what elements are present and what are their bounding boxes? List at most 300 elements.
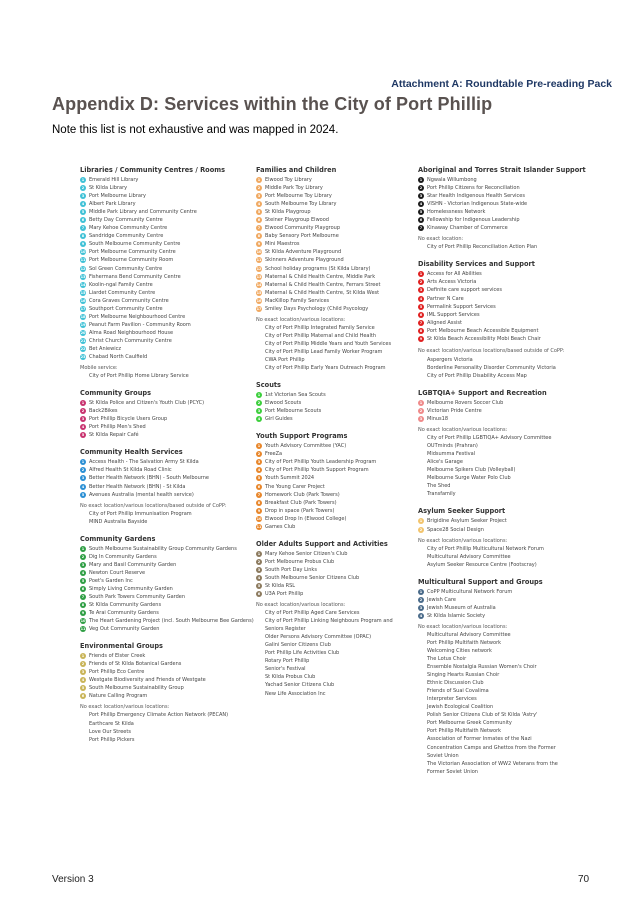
section-title: Community Groups	[80, 389, 152, 398]
list-item	[80, 561, 250, 569]
sub-list-item: Borderline Personality Disorder Community Victoria	[427, 364, 556, 371]
list-item-label: Port Phillip Men's Shed	[89, 424, 146, 431]
list-item-label: Homework Club (Park Towers)	[265, 491, 340, 498]
list-item-label: Port Melbourne Probus Club	[265, 558, 335, 565]
list-item-label: Friends of St Kilda Botanical Gardens	[89, 661, 182, 668]
numbered-marker-icon: 9	[257, 242, 261, 247]
numbered-marker-icon: 2	[419, 597, 423, 602]
list-item	[256, 224, 416, 232]
list-item	[418, 415, 596, 423]
list-item-label: Southport Community Centre	[89, 305, 163, 312]
list-item	[256, 184, 416, 192]
list-item	[418, 604, 596, 612]
list-item	[256, 200, 416, 208]
list-item-label: Arts Access Victoria	[427, 279, 477, 286]
list-item	[80, 660, 250, 668]
list-item	[256, 523, 416, 531]
list-item-label: Partner N Care	[427, 295, 464, 302]
sub-list-label: No exact location/various locations/based outside of CoPP:	[418, 347, 565, 354]
numbered-marker-icon: 6	[419, 218, 423, 223]
section-title: Disability Services and Support	[418, 260, 535, 269]
list-item-label: Maternal & Child Health Centre, Ferrars Street	[265, 281, 381, 288]
list-item-label: Peanut Farm Pavilion - Community Room	[89, 321, 191, 328]
numbered-marker-icon: 2	[81, 662, 85, 667]
list-item	[80, 676, 250, 684]
list-item	[418, 517, 596, 525]
sub-list-item: Multicultural Advisory Committee	[427, 553, 511, 560]
list-item-label: St Kilda Adventure Playground	[265, 249, 342, 256]
list-item-label: Friends of Elster Creek	[89, 653, 146, 660]
list-item	[80, 491, 250, 499]
list-item	[256, 415, 416, 423]
sub-list-item: City of Port Phillip Linking Neighbours Program and	[265, 618, 393, 625]
list-item	[80, 240, 250, 248]
numbered-marker-icon: 16	[80, 298, 86, 303]
numbered-marker-icon: 6	[257, 218, 261, 223]
list-item-label: Mary and Basil Community Garden	[89, 561, 177, 568]
numbered-marker-icon: 16	[256, 298, 262, 303]
list-item	[80, 415, 250, 423]
numbered-marker-icon: 1	[257, 551, 261, 556]
service-section	[80, 534, 254, 634]
list-item	[256, 391, 416, 399]
sub-list-item: Friends of Suai Covalima	[427, 688, 489, 695]
list-item-label: VISHN - Victorian Indigenous State-wide	[427, 201, 528, 208]
list-item-label: Kinaway Chamber of Commerce	[427, 225, 508, 232]
numbered-marker-icon: 7	[257, 226, 261, 231]
numbered-marker-icon: 5	[257, 583, 261, 588]
list-item-label: Elwood Community Playgroup	[265, 225, 340, 232]
numbered-marker-icon: 2	[419, 409, 423, 413]
numbered-marker-icon: 17	[80, 306, 86, 311]
list-item	[418, 311, 596, 319]
list-item	[256, 590, 416, 598]
numbered-marker-icon: 13	[256, 274, 262, 279]
sub-list-item: Love Our Streets	[89, 728, 131, 735]
list-item	[256, 305, 416, 313]
service-section	[80, 448, 250, 525]
sub-list-item: Alice's Garage	[427, 459, 463, 466]
list-item	[256, 474, 416, 482]
list-item	[256, 550, 416, 558]
sub-list-label: No exact location/various locations:	[80, 704, 170, 711]
sub-list-item: Port Phillip Multifaith Network	[427, 639, 502, 646]
list-item	[256, 442, 416, 450]
list-item	[256, 208, 416, 216]
numbered-marker-icon: 22	[80, 347, 86, 351]
list-item	[418, 526, 596, 534]
list-item	[80, 176, 250, 184]
numbered-marker-icon: 2	[419, 186, 423, 191]
section-title: Scouts	[256, 381, 281, 390]
numbered-marker-icon: 12	[256, 266, 262, 271]
list-item	[256, 483, 416, 491]
list-item	[80, 216, 250, 224]
sub-list-item: Midsumma Festival	[427, 451, 476, 458]
numbered-marker-icon: 8	[81, 234, 85, 239]
list-item	[418, 192, 596, 200]
numbered-marker-icon: 3	[419, 194, 423, 199]
list-item-label: FreeZa	[265, 451, 283, 458]
list-item	[80, 289, 250, 297]
sub-list-item: Ethnic Discussion Club	[427, 680, 484, 687]
list-item-label: Middle Park Library and Community Centre	[89, 209, 197, 216]
list-item-label: Youth Advisory Committee (YAC)	[265, 443, 347, 450]
numbered-marker-icon: 4	[81, 425, 85, 430]
list-item-label: MacKillop Family Services	[265, 297, 330, 304]
list-item	[256, 192, 416, 200]
sub-list-item: Interpreter Services	[427, 696, 477, 703]
list-item	[256, 281, 416, 289]
service-section	[80, 166, 250, 380]
numbered-marker-icon: 1	[81, 654, 85, 659]
numbered-marker-icon: 1	[419, 589, 423, 594]
list-item	[256, 499, 416, 507]
sub-list-item: Welcoming Cities network	[427, 647, 492, 654]
numbered-marker-icon: 3	[257, 567, 261, 572]
list-item	[80, 407, 250, 415]
list-item-label: Breakfast Club (Park Towers)	[265, 499, 337, 506]
sub-list-item: Association of Former Inmates of the Nazi	[427, 736, 532, 743]
list-item	[80, 313, 250, 321]
list-item	[256, 232, 416, 240]
sub-list-item: City of Port Phillip Aged Care Services	[265, 610, 360, 617]
numbered-marker-icon: 3	[257, 194, 261, 199]
list-item-label: Definite care support services	[427, 287, 502, 294]
list-item-label: Elwood Drop In (Elwood College)	[265, 515, 347, 522]
list-item	[418, 319, 596, 327]
list-item	[256, 176, 416, 184]
numbered-marker-icon: 4	[81, 484, 85, 489]
sub-list-item: Ensemble Nostalgia Russian Women's Choir	[427, 664, 537, 671]
list-item	[256, 466, 416, 474]
numbered-marker-icon: 10	[80, 619, 86, 624]
list-item	[80, 423, 250, 431]
list-item-label: Maternal & Child Health Centre, St Kilda West	[265, 289, 380, 296]
list-item-label: Betty Day Community Centre	[89, 217, 163, 224]
service-section	[256, 540, 416, 698]
list-item	[256, 574, 416, 582]
section-title: Asylum Seeker Support	[418, 507, 506, 516]
sub-list-item: Yachad Senior Citizens Club	[265, 682, 335, 689]
section-title: Youth Support Programs	[256, 432, 348, 441]
service-section	[418, 166, 596, 251]
sub-list-label: Mobile service:	[80, 365, 118, 372]
list-item	[418, 612, 596, 620]
list-item	[80, 281, 250, 289]
list-item	[80, 692, 250, 700]
list-item-label: Brigidine Asylum Seeker Project	[427, 518, 507, 525]
list-item	[256, 558, 416, 566]
list-item-label: Port Melbourne Scouts	[265, 408, 322, 415]
numbered-marker-icon: 1	[257, 444, 261, 449]
numbered-marker-icon: 11	[256, 524, 262, 529]
sub-list-item: City of Port Phillip Home Library Service	[89, 373, 189, 380]
sub-list-item: Port Melbourne Greek Community	[427, 720, 512, 727]
list-item-label: Space28 Social Design	[427, 526, 484, 533]
list-item	[80, 192, 250, 200]
list-item-label: Mini Maestros	[265, 241, 300, 248]
section-title: Environmental Groups	[80, 642, 163, 651]
list-item	[80, 329, 250, 337]
numbered-marker-icon: 2	[419, 527, 423, 532]
list-item-label: CoPP Multicultural Network Forum	[427, 588, 513, 595]
sub-list-label: No exact location/various locations:	[256, 316, 346, 323]
numbered-marker-icon: 2	[81, 468, 85, 473]
numbered-marker-icon: 3	[419, 417, 423, 422]
list-item-label: Baby Sensory Port Melbourne	[265, 233, 339, 240]
list-item	[418, 596, 596, 604]
sub-list-item: Aspergers Victoria	[427, 356, 473, 363]
numbered-marker-icon: 4	[419, 613, 423, 618]
numbered-marker-icon: 2	[257, 401, 261, 406]
numbered-marker-icon: 8	[257, 500, 261, 505]
list-item	[418, 270, 596, 278]
service-section	[80, 389, 250, 439]
list-item-label: Sol Green Community Centre	[89, 265, 163, 272]
attachment-header: Attachment A: Roundtable Pre-reading Pack	[391, 78, 612, 90]
list-item	[80, 569, 250, 577]
sub-list-label: No exact location/various locations:	[256, 602, 346, 609]
numbered-marker-icon: 17	[256, 306, 262, 311]
sub-list-label: No exact location/various locations/based outside of CoPP:	[80, 502, 227, 509]
sub-list-item: Melbourne Spikers Club (Volleyball)	[427, 467, 516, 474]
list-item	[256, 566, 416, 574]
list-item	[80, 545, 250, 553]
sub-list-item: Seniors Register	[265, 626, 306, 633]
service-section	[418, 260, 596, 380]
list-item-label: Steiner Playgroup Elwood	[265, 217, 329, 224]
list-item	[256, 289, 416, 297]
list-item-label: Christ Church Community Centre	[89, 337, 172, 344]
list-item	[80, 256, 250, 264]
list-item-label: Port Melbourne Community Centre	[89, 249, 176, 256]
numbered-marker-icon: 8	[81, 603, 85, 608]
numbered-marker-icon: 5	[81, 686, 85, 691]
numbered-marker-icon: 9	[257, 508, 261, 513]
list-item	[256, 458, 416, 466]
sub-list-item: Rotary Port Phillip	[265, 658, 310, 665]
list-item-label: Smiley Days Psychology (Child Psycology	[265, 305, 369, 312]
list-item-label: Homelessness Network	[427, 209, 486, 216]
numbered-marker-icon: 1	[419, 272, 423, 277]
sub-list-item: City of Port Phillip Maternal and Child Health	[265, 332, 377, 339]
list-item	[256, 265, 416, 273]
list-item	[418, 224, 596, 232]
list-item	[418, 278, 596, 286]
sub-list-item: Former Soviet Union	[427, 768, 478, 775]
numbered-marker-icon: 6	[81, 218, 85, 223]
numbered-marker-icon: 6	[81, 694, 85, 699]
service-section	[256, 432, 416, 531]
numbered-marker-icon: 1	[419, 519, 423, 524]
list-item-label: Emerald Hill Library	[89, 177, 139, 184]
numbered-marker-icon: 5	[81, 492, 85, 497]
numbered-marker-icon: 5	[81, 578, 85, 583]
numbered-marker-icon: 23	[80, 355, 86, 360]
numbered-marker-icon: 4	[81, 202, 85, 207]
numbered-marker-icon: 7	[81, 594, 85, 599]
list-item-label: St Kilda Repair Café	[89, 432, 139, 439]
list-item	[418, 407, 596, 415]
list-item-label: Koolin-ngal Family Centre	[89, 281, 153, 288]
list-item-label: Alfred Health St Kilda Road Clinic	[89, 467, 172, 474]
list-item	[80, 474, 250, 482]
list-item-label: South Port Day Links	[265, 566, 317, 573]
numbered-marker-icon: 5	[257, 210, 261, 215]
numbered-marker-icon: 4	[257, 417, 261, 422]
list-item	[80, 431, 250, 439]
service-section	[418, 389, 596, 499]
sub-list-item: City of Port Phillip Integrated Family Service	[265, 324, 375, 331]
list-item	[80, 483, 250, 491]
list-item	[418, 335, 596, 343]
column-2	[256, 166, 416, 707]
list-item-label: Back2Bikes	[89, 408, 118, 415]
numbered-marker-icon: 1	[419, 178, 423, 183]
numbered-marker-icon: 7	[419, 226, 423, 231]
list-item	[80, 265, 250, 273]
list-item-label: Fishermans Bend Community Centre	[89, 273, 181, 280]
list-item	[80, 248, 250, 256]
list-item	[80, 466, 250, 474]
numbered-marker-icon: 6	[257, 484, 261, 489]
numbered-marker-icon: 13	[80, 274, 86, 279]
list-item-label: Port Melbourne Neighbourhood Centre	[89, 313, 186, 320]
service-section	[80, 642, 250, 743]
sub-list-item: City of Port Phillip Early Years Outreach Program	[265, 365, 386, 372]
sub-list-item: Older Persons Advisory Committee (OPAC)	[265, 634, 372, 641]
sub-list-label: No exact location/various locations:	[418, 427, 508, 434]
numbered-marker-icon: 1	[81, 546, 85, 551]
list-item	[80, 200, 250, 208]
list-item	[256, 399, 416, 407]
list-item-label: Minus18	[427, 416, 449, 423]
sub-list-label: No exact location:	[418, 236, 464, 243]
list-item-label: Cora Graves Community Centre	[89, 297, 169, 304]
numbered-marker-icon: 5	[257, 476, 261, 481]
sub-list-item: Galini Senior Citizens Club	[265, 642, 331, 649]
list-item	[256, 216, 416, 224]
numbered-marker-icon: 4	[81, 678, 85, 683]
list-item-label: Jewish Care	[427, 596, 456, 603]
sub-list-item: City of Port Phillip Lead Family Worker Program	[265, 348, 383, 355]
list-item-label: City of Port Phillip Youth Leadership Program	[265, 459, 377, 466]
list-item-label: South Melbourne Sustainability Group	[89, 685, 184, 692]
service-section	[418, 507, 596, 568]
sub-list-item: The Shed	[427, 483, 451, 490]
list-item	[256, 407, 416, 415]
list-item	[80, 399, 250, 407]
sub-list-item: Asylum Seeker Resource Centre (Footscray)	[427, 561, 537, 568]
list-item-label: Liardet Community Centre	[89, 289, 156, 296]
footer-version: Version 3	[52, 874, 94, 885]
numbered-marker-icon: 19	[80, 322, 86, 327]
list-item-label: Simply Living Community Garden	[89, 585, 173, 592]
list-item	[80, 224, 250, 232]
list-item	[80, 184, 250, 192]
numbered-marker-icon: 4	[419, 202, 423, 207]
sub-list-item: City of Port Phillip Multicultural Network Forum	[427, 545, 544, 552]
list-item-label: St Kilda Library	[89, 185, 128, 192]
sub-list-item: Polish Senior Citizens Club of St Kilda 'Astry'	[427, 712, 538, 719]
list-item-label: Youth Summit 2024	[265, 475, 315, 482]
sub-list-item: City of Port Phillip Middle Years and Youth Services	[265, 340, 392, 347]
numbered-marker-icon: 2	[419, 280, 423, 285]
list-item-label: Chabad North Caulfield	[89, 354, 148, 361]
list-item	[80, 232, 250, 240]
list-item-label: School holiday programs (St Kilda Library)	[265, 265, 371, 272]
list-item	[80, 617, 254, 625]
numbered-marker-icon: 1	[419, 400, 423, 405]
list-item-label: Victorian Pride Centre	[427, 408, 482, 414]
list-item	[80, 321, 250, 329]
numbered-marker-icon: 1	[257, 178, 261, 183]
list-item	[80, 553, 250, 561]
list-item-label: Girl Guides	[265, 416, 293, 423]
numbered-marker-icon: 6	[81, 586, 85, 591]
numbered-marker-icon: 6	[419, 312, 423, 317]
numbered-marker-icon: 3	[81, 562, 85, 567]
list-item	[80, 593, 250, 601]
sub-list-item: Senior's Festival	[265, 666, 306, 673]
numbered-marker-icon: 5	[81, 210, 85, 215]
section-title: Older Adults Support and Activities	[256, 539, 388, 548]
numbered-marker-icon: 11	[80, 627, 86, 632]
list-item-label: Maternal & Child Health Centre, Middle Park	[265, 273, 376, 280]
list-item	[256, 491, 416, 499]
sub-list-item: New Life Association Inc	[265, 690, 326, 697]
numbered-marker-icon: 1	[81, 178, 85, 183]
list-item-label: Star Health Indigenous Health Services	[427, 193, 525, 200]
numbered-marker-icon: 4	[419, 296, 423, 301]
section-title: Community Gardens	[80, 534, 156, 543]
numbered-marker-icon: 10	[80, 250, 86, 255]
column-1	[80, 166, 254, 753]
sub-list-item: OUTminds (Prahran)	[427, 443, 478, 450]
sub-list-label: No exact location/various locations:	[418, 623, 508, 630]
list-item	[256, 582, 416, 590]
numbered-marker-icon: 3	[257, 460, 261, 465]
numbered-marker-icon: 21	[80, 338, 86, 343]
list-item	[256, 240, 416, 248]
numbered-marker-icon: 2	[257, 559, 261, 564]
list-item-label: Permalink Support Services	[427, 303, 496, 310]
sub-list-item: St Kilda Probus Club	[265, 674, 316, 681]
list-item	[256, 515, 416, 523]
section-title: Multicultural Support and Groups	[418, 577, 543, 586]
list-item	[418, 286, 596, 294]
list-item	[80, 345, 250, 353]
list-item	[80, 625, 250, 633]
numbered-marker-icon: 18	[80, 314, 86, 319]
sub-list-item: Singing Hearts Russian Choir	[427, 672, 500, 679]
list-item-label: South Park Towers Community Garden	[89, 593, 186, 600]
section-title: LGBTQIA+ Support and Recreation	[418, 388, 547, 397]
list-item	[80, 652, 250, 660]
list-item	[418, 327, 596, 335]
list-item-label: South Melbourne Toy Library	[265, 201, 337, 208]
list-item-label: St Kilda Playgroup	[265, 209, 311, 216]
sub-list-item: Port Phillip Emergency Climate Action Network (PECAN)	[89, 712, 229, 719]
list-item-label: Port Melbourne Beach Accessible Equipment	[427, 327, 539, 334]
sub-list-item: City of Port Phillip LGBTIQA+ Advisory Committee	[427, 435, 552, 442]
list-item	[80, 353, 250, 361]
section-title: Families and Children	[256, 166, 337, 174]
numbered-marker-icon: 5	[419, 210, 423, 215]
numbered-marker-icon: 8	[419, 328, 423, 333]
sub-list-item: City of Port Phillip Reconciliation Action Plan	[427, 244, 538, 251]
